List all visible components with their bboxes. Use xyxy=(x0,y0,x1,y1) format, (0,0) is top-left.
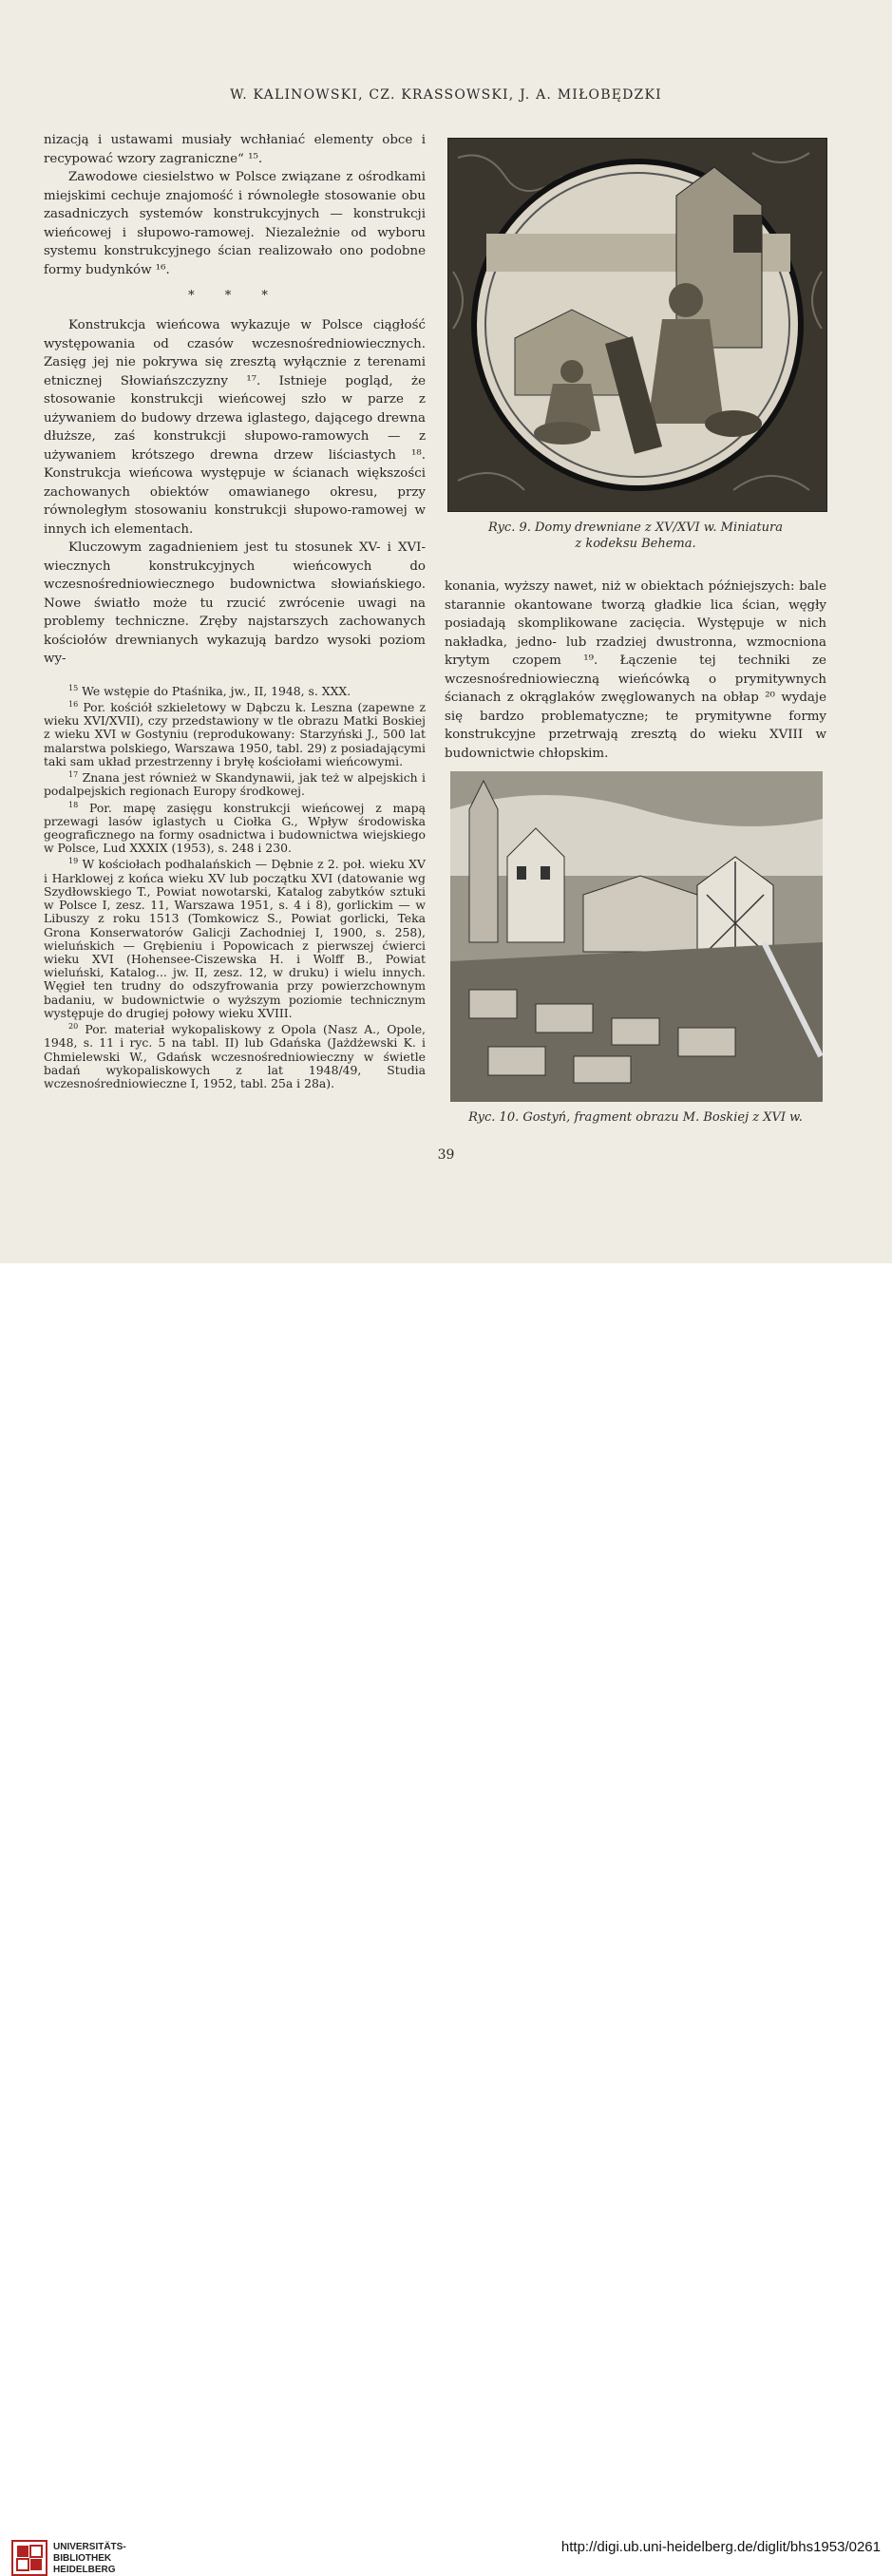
footnote: $^{16}$ Por. kościół szkieletowy w Dąbczu k. Leszna (zapewne z wieku XVI/XVII), czy przedstawiony w tle obrazu Matki Boskiej z wieku XVI w Gostyniu (reprodukowany: Starzyński J., 500 lat malarstwa polskiego, Warszawa 1950, tabl. 29) z posiadającymi taki sam układ przestrzenny i bryłę kościołami wieńcowymi. xyxy=(44,699,426,768)
document-url-link[interactable]: http://digi.ub.uni-heidelberg.de/diglit/bhs1953/0261 xyxy=(560,2539,881,2555)
figure-9-caption: Ryc. 9. Domy drewniane z XV/XVI w. Miniatura z kodeksu Behema. xyxy=(488,521,783,551)
paragraph: nizacją i ustawami musiały wchłaniać elementy obce i recypować wzory zagraniczne“ ¹⁵. xyxy=(44,133,426,166)
figure-10-painting xyxy=(450,771,823,1102)
section-separator: * * * xyxy=(188,289,281,303)
library-name: UNIVERSITÄTS- BIBLIOTHEK HEIDELBERG xyxy=(53,2542,126,2575)
paragraph: Kluczowym zagadnieniem jest tu stosunek XV- i XVI-wiecznych konstrukcyjnych wieńcowych do wczesnośredniowiecznego budownictwa słowiańskiego. Nowe światło może tu rzucić zwrócenie uwagi na problemy techniczne. Zręby najstarszych zachowanych kościołów drewnianych wykazują bardzo wysoki poziom wy- xyxy=(44,540,426,666)
figure-10-caption: Ryc. 10. Gostyń, fragment obrazu M. Boskiej z XVI w. xyxy=(468,1110,803,1125)
viewer-footer xyxy=(0,1263,892,2575)
footnote: $^{15}$ We wstępie do Ptaśnika, jw., II, 1948, s. XXX. xyxy=(68,683,351,698)
running-header: W. KALINOWSKI, CZ. KRASSOWSKI, J. A. MIŁOBĘDZKI xyxy=(230,87,662,103)
footnote: $^{17}$ Znana jest również w Skandynawii, jak też w alpejskich i podalpejskich regionach Europy środkowej. xyxy=(44,769,426,799)
page-number: 39 xyxy=(437,1147,455,1163)
miniature-illustration xyxy=(448,139,826,511)
footnote: $^{18}$ Por. mapę zasięgu konstrukcji wieńcowej z mapą przewagi lasów iglastych u Ciołka G., Wpływ środowiska geograficznego na formy osadnictwa i budownictwa wiejskiego w Polsce, Lud XXXIX (1953), s. 248 i 230. xyxy=(44,800,426,856)
footnote: $^{20}$ Por. materiał wykopaliskowy z Opola (Nasz A., Opole, 1948, s. 11 i ryc. 5 na tabl. II) lub Gdańska (Jażdżewski K. i Chmielewski W., Gdańsk wczesnośredniowieczny w świetle badań wykopaliskowych z lat 1948/49, Studia wczesnośredniowieczne I, 1952, tabl. 25a i 28a). xyxy=(44,1022,426,1090)
paragraph: Zawodowe ciesielstwo w Polsce związane z ośrodkami miejskimi cechuje znajomość i równoległe stosowanie obu zasadniczych systemów konstrukcyjnych — konstrukcji wieńcowej i słupowo-ramowej. Niezależnie od wyboru systemu konstrukcyjnego ścian realizowało ono podobne formy budynków ¹⁶. xyxy=(44,170,426,277)
left-column xyxy=(44,131,426,1090)
paragraph: konania, wyższy nawet, niż w obiektach późniejszych: bale starannie okantowane tworzą gładkie lica ścian, węgły posiadają skomplikowane zacięcia. Występuje w nich nakładka, jedno- lub rzadziej dwustronna, wzmocniona krytym czopem ¹⁹. Łączenie tej techniki ze wczesnośredniowieczną wieńcówką o prymitywnych ścianach z okrąglaków zwęglowanych na obłap ²⁰ wydaje się bardzo problematyczne; te prymitywne formy konstrukcyjne przetrwają zresztą do wieku XVIII w budownictwie chłopskim. xyxy=(445,579,826,761)
book-page xyxy=(0,0,892,1263)
figure-9-miniature xyxy=(447,138,827,512)
painting-illustration xyxy=(450,771,823,1102)
right-column xyxy=(445,578,826,763)
paragraph: Konstrukcja wieńcowa wykazuje w Polsce ciągłość występowania od czasów wczesnośredniowiecznych. Zasięg jej nie pokrywa się zresztą wyłącznie z terenami etnicznej Słowiańszczyzny ¹⁷. Istnieje pogląd, że stosowanie konstrukcji wieńcowej szło w parze z używaniem do budowy drzewa iglastego, dającego drewna dłuższe, zaś konstrukcji słupowo-ramowych — z używaniem krótszego drewna drzew liściastych ¹⁸. Konstrukcja wieńcowa występuje w ścianach większości zachowanych obiektów omawianego okresu, przy równoległym stosowaniu konstrukcji słupowo-ramowej w innych ich elementach. xyxy=(44,318,426,537)
footnote: $^{19}$ W kościołach podhalańskich — Dębnie z 2. poł. wieku XV i Harklowej z końca wieku XV lub początku XVI (datowanie wg Szydłowskiego T., Powiat nowotarski, Katalog zabytków sztuki w Polsce I, zesz. 11, Warszawa 1951, s. 4 i 8), gorlickim — w Libuszy z roku 1513 (Tomkowicz S., Powiat gorlicki, Teka Grona Konserwatorów Galicji Zachodniej I, 1900, s. 258), wieluńskich — Grębieniu i Popowicach z pierwszej ćwierci wieku XVI (Hohensee-Ciszewska H. i Wolff B., Powiat wieluński, Katalog... jw. II, zesz. 12, w druku) i wielu innych. Węgieł ten trudny do odszyfrowania przy powierzchownym badaniu, w budownictwie o wyższym poziomie technicznym występuje do drugiej połowy wieku XVIII. xyxy=(44,857,426,1020)
footnotes xyxy=(44,682,426,1091)
university-library-logo-icon xyxy=(11,2540,47,2576)
